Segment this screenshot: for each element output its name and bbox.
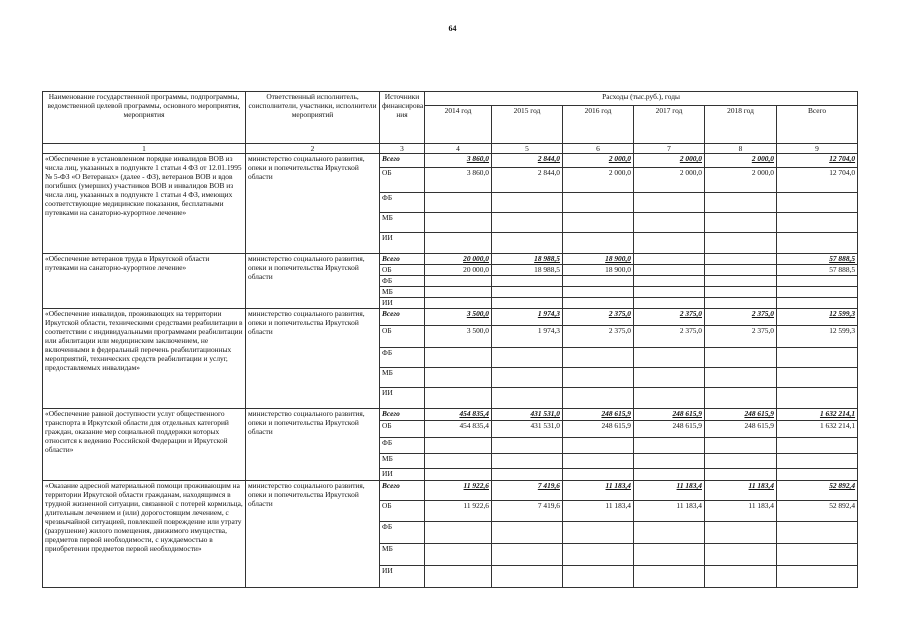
year-value: 18 988,5 (492, 265, 563, 276)
year-value: 2 844,0 (492, 154, 563, 168)
year-value (425, 193, 492, 213)
year-value (705, 254, 777, 265)
total-value (777, 213, 858, 233)
year-value (705, 276, 777, 287)
funding-source: ИИ (380, 388, 425, 409)
year-value: 11 183,4 (705, 481, 777, 501)
year-value: 431 531,0 (492, 409, 563, 421)
year-value: 2 844,0 (492, 168, 563, 193)
year-value: 2 000,0 (705, 168, 777, 193)
year-value: 18 900,0 (563, 254, 634, 265)
year-value (634, 388, 705, 409)
total-value (777, 388, 858, 409)
year-value: 3 860,0 (425, 168, 492, 193)
year-value: 2 375,0 (563, 326, 634, 348)
funding-source: Всего (380, 309, 425, 326)
page-number: 64 (448, 24, 457, 33)
year-value (563, 469, 634, 481)
year-value (705, 368, 777, 388)
year-value (634, 566, 705, 588)
year-value (492, 213, 563, 233)
total-value: 57 888,5 (777, 265, 858, 276)
column-number: 2 (246, 144, 380, 154)
funding-source: ОБ (380, 168, 425, 193)
year-value: 248 615,9 (563, 409, 634, 421)
total-value (777, 566, 858, 588)
year-value (634, 287, 705, 298)
year-value (492, 544, 563, 566)
header-expenses: Расходы (тыс.руб.), годы (425, 92, 858, 106)
year-value: 248 615,9 (705, 421, 777, 438)
total-value: 12 704,0 (777, 168, 858, 193)
year-value: 7 419,6 (492, 501, 563, 522)
funding-source: ИИ (380, 233, 425, 254)
total-value (777, 287, 858, 298)
year-value: 20 000,0 (425, 265, 492, 276)
year-value (705, 233, 777, 254)
total-value: 52 892,4 (777, 481, 858, 501)
year-value: 3 860,0 (425, 154, 492, 168)
year-value (492, 298, 563, 309)
year-value (425, 544, 492, 566)
year-value: 20 000,0 (425, 254, 492, 265)
year-value (492, 287, 563, 298)
funding-source: МБ (380, 454, 425, 469)
year-value (634, 254, 705, 265)
year-value (705, 287, 777, 298)
measure-executor: министерство социального развития, опеки и попечительства Иркутской области (246, 481, 380, 588)
year-value (425, 469, 492, 481)
year-value (563, 388, 634, 409)
year-value (705, 544, 777, 566)
year-value (492, 276, 563, 287)
year-value: 248 615,9 (705, 409, 777, 421)
year-value (425, 298, 492, 309)
year-value (634, 213, 705, 233)
column-number: 4 (425, 144, 492, 154)
year-value: 11 183,4 (563, 481, 634, 501)
year-value (705, 388, 777, 409)
expenses-table (42, 91, 858, 588)
total-value (777, 298, 858, 309)
year-value (425, 348, 492, 368)
year-value (563, 348, 634, 368)
column-number: 9 (777, 144, 858, 154)
funding-source: ФБ (380, 522, 425, 544)
total-value (777, 438, 858, 454)
year-value (425, 454, 492, 469)
funding-source: Всего (380, 254, 425, 265)
header-name: Наименование государственной программы, подпрограммы, ведомственной целевой программы, основного мероприятия, мероприятия (43, 92, 246, 144)
year-value (634, 298, 705, 309)
year-value: 248 615,9 (634, 421, 705, 438)
column-number: 8 (705, 144, 777, 154)
year-value: 18 900,0 (563, 265, 634, 276)
measure-name: «Оказание адресной материальной помощи проживающим на территории Иркутской области гражданам, находящимся в трудной жизненной ситуации, связанной с потерей кормильца, длительным лечением и (или) дорогостоящим лечением, с чрезвычайной ситуацией, повлекшей повреждение или утрату (разрушение) жилого помещения, движимого имущества, предметов первой необходимости, с нуждаемостью в приобретении предметов первой необходимости» (43, 481, 246, 588)
year-value (425, 566, 492, 588)
header-total: Всего (777, 106, 858, 144)
column-number: 1 (43, 144, 246, 154)
year-value (563, 298, 634, 309)
header-year: 2017 год (634, 106, 705, 144)
column-number: 5 (492, 144, 563, 154)
year-value (563, 438, 634, 454)
year-value (705, 265, 777, 276)
year-value (492, 193, 563, 213)
header-year: 2014 год (425, 106, 492, 144)
year-value (634, 276, 705, 287)
year-value: 11 183,4 (563, 501, 634, 522)
year-value (425, 276, 492, 287)
year-value: 2 375,0 (563, 309, 634, 326)
year-value (492, 454, 563, 469)
funding-source: ФБ (380, 438, 425, 454)
funding-source: МБ (380, 287, 425, 298)
measure-name: «Обеспечение равной доступности услуг общественного транспорта в Иркутской области для отдельных категорий граждан, оказание мер социальной поддержки которых относится к ведению Российской Федерации и Иркутской области» (43, 409, 246, 481)
total-value (777, 522, 858, 544)
measure-executor: министерство социального развития, опеки и попечительства Иркутской области (246, 154, 380, 254)
year-value (563, 566, 634, 588)
funding-source: ОБ (380, 326, 425, 348)
year-value: 248 615,9 (634, 409, 705, 421)
year-value: 248 615,9 (563, 421, 634, 438)
header-year: 2015 год (492, 106, 563, 144)
year-value (634, 265, 705, 276)
header-source: Источники финансирова ния (380, 92, 425, 144)
year-value: 2 375,0 (705, 309, 777, 326)
year-value (705, 213, 777, 233)
year-value (492, 388, 563, 409)
year-value (492, 469, 563, 481)
year-value (492, 566, 563, 588)
year-value: 2 375,0 (705, 326, 777, 348)
year-value: 2 000,0 (563, 168, 634, 193)
year-value: 2 000,0 (634, 154, 705, 168)
year-value (634, 544, 705, 566)
total-value (777, 193, 858, 213)
column-number: 7 (634, 144, 705, 154)
year-value: 11 183,4 (705, 501, 777, 522)
year-value (425, 287, 492, 298)
year-value: 454 835,4 (425, 409, 492, 421)
year-value (492, 438, 563, 454)
year-value (563, 454, 634, 469)
funding-source: ФБ (380, 276, 425, 287)
funding-source: ИИ (380, 566, 425, 588)
table-row (43, 254, 858, 265)
year-value (563, 276, 634, 287)
funding-source: ИИ (380, 298, 425, 309)
total-value (777, 348, 858, 368)
year-value (634, 438, 705, 454)
funding-source: ОБ (380, 421, 425, 438)
year-value (634, 522, 705, 544)
total-value: 12 599,3 (777, 309, 858, 326)
total-value (777, 469, 858, 481)
year-value: 3 500,0 (425, 326, 492, 348)
total-value (777, 368, 858, 388)
year-value (425, 233, 492, 254)
funding-source: МБ (380, 368, 425, 388)
table-row (43, 481, 858, 501)
measure-name: «Обеспечение в установленном порядке инвалидов ВОВ из числа лиц, указанных в подпункте 1 статьи 4 ФЗ от 12.01.1995 № 5-ФЗ «О Ветеранах» (далее - ФЗ), ветеранов ВОВ и вдов погибших (умерших) участников ВОВ и инвалидов ВОВ из числа лиц, указанных в подпункте 1 статьи 4 ФЗ, имеющих соответствующие медицинские показания, бесплатными путевками на санаторно-курортное лечение» (43, 154, 246, 254)
year-value (634, 454, 705, 469)
funding-source: ФБ (380, 348, 425, 368)
year-value (563, 544, 634, 566)
total-value (777, 233, 858, 254)
header-year: 2016 год (563, 106, 634, 144)
year-value (634, 193, 705, 213)
year-value (425, 388, 492, 409)
funding-source: МБ (380, 544, 425, 566)
funding-source: ОБ (380, 501, 425, 522)
year-value: 2 000,0 (563, 154, 634, 168)
funding-source: ОБ (380, 265, 425, 276)
year-value: 431 531,0 (492, 421, 563, 438)
year-value: 18 988,5 (492, 254, 563, 265)
table-row (43, 409, 858, 421)
year-value (492, 522, 563, 544)
year-value: 2 375,0 (634, 326, 705, 348)
total-value: 12 599,3 (777, 326, 858, 348)
funding-source: ФБ (380, 193, 425, 213)
header-executor: Ответственный исполнитель, соисполнители, участники, исполнители мероприятий (246, 92, 380, 144)
year-value: 11 922,6 (425, 501, 492, 522)
total-value (777, 276, 858, 287)
year-value (425, 522, 492, 544)
year-value: 1 974,3 (492, 326, 563, 348)
year-value (705, 469, 777, 481)
total-value: 1 632 214,1 (777, 421, 858, 438)
year-value (705, 438, 777, 454)
measure-executor: министерство социального развития, опеки и попечительства Иркутской области (246, 409, 380, 481)
year-value (563, 287, 634, 298)
year-value (563, 193, 634, 213)
total-value: 12 704,0 (777, 154, 858, 168)
table-row (43, 309, 858, 326)
column-number: 6 (563, 144, 634, 154)
year-value (492, 368, 563, 388)
year-value (634, 348, 705, 368)
year-value: 1 974,3 (492, 309, 563, 326)
year-value: 11 183,4 (634, 501, 705, 522)
year-value (425, 438, 492, 454)
year-value: 11 922,6 (425, 481, 492, 501)
column-numbers-row (43, 144, 858, 154)
year-value: 11 183,4 (634, 481, 705, 501)
header-year: 2018 год (705, 106, 777, 144)
funding-source: МБ (380, 213, 425, 233)
year-value (563, 522, 634, 544)
total-value: 57 888,5 (777, 254, 858, 265)
funding-source: Всего (380, 481, 425, 501)
total-value (777, 544, 858, 566)
year-value (705, 454, 777, 469)
year-value (705, 566, 777, 588)
year-value: 2 000,0 (705, 154, 777, 168)
measure-executor: министерство социального развития, опеки и попечительства Иркутской области (246, 254, 380, 309)
year-value: 454 835,4 (425, 421, 492, 438)
measure-name: «Обеспечение ветеранов труда в Иркутской области путевками на санаторно-курортное лечение» (43, 254, 246, 309)
year-value (563, 213, 634, 233)
year-value (425, 213, 492, 233)
year-value (425, 368, 492, 388)
column-number: 3 (380, 144, 425, 154)
measure-name: «Обеспечение инвалидов, проживающих на территории Иркутской области, техническими средствами реабилитации в соответствии с индивидуальными программами реабилитации или абилитации или медицинским заключением, не включенными в федеральный перечень реабилитационных мероприятий, технических средств реабилитации и услуг, предоставляемых инвалидам» (43, 309, 246, 409)
total-value: 1 632 214,1 (777, 409, 858, 421)
funding-source: Всего (380, 154, 425, 168)
table-row (43, 154, 858, 168)
funding-source: Всего (380, 409, 425, 421)
year-value (705, 348, 777, 368)
year-value (634, 469, 705, 481)
total-value (777, 454, 858, 469)
year-value (492, 233, 563, 254)
year-value: 7 419,6 (492, 481, 563, 501)
year-value (705, 522, 777, 544)
year-value: 3 500,0 (425, 309, 492, 326)
year-value (705, 193, 777, 213)
measure-executor: министерство социального развития, опеки и попечительства Иркутской области (246, 309, 380, 409)
total-value: 52 892,4 (777, 501, 858, 522)
year-value (634, 233, 705, 254)
year-value (705, 298, 777, 309)
year-value: 2 000,0 (634, 168, 705, 193)
year-value (634, 368, 705, 388)
year-value (563, 233, 634, 254)
year-value (492, 348, 563, 368)
funding-source: ИИ (380, 469, 425, 481)
year-value (563, 368, 634, 388)
year-value: 2 375,0 (634, 309, 705, 326)
